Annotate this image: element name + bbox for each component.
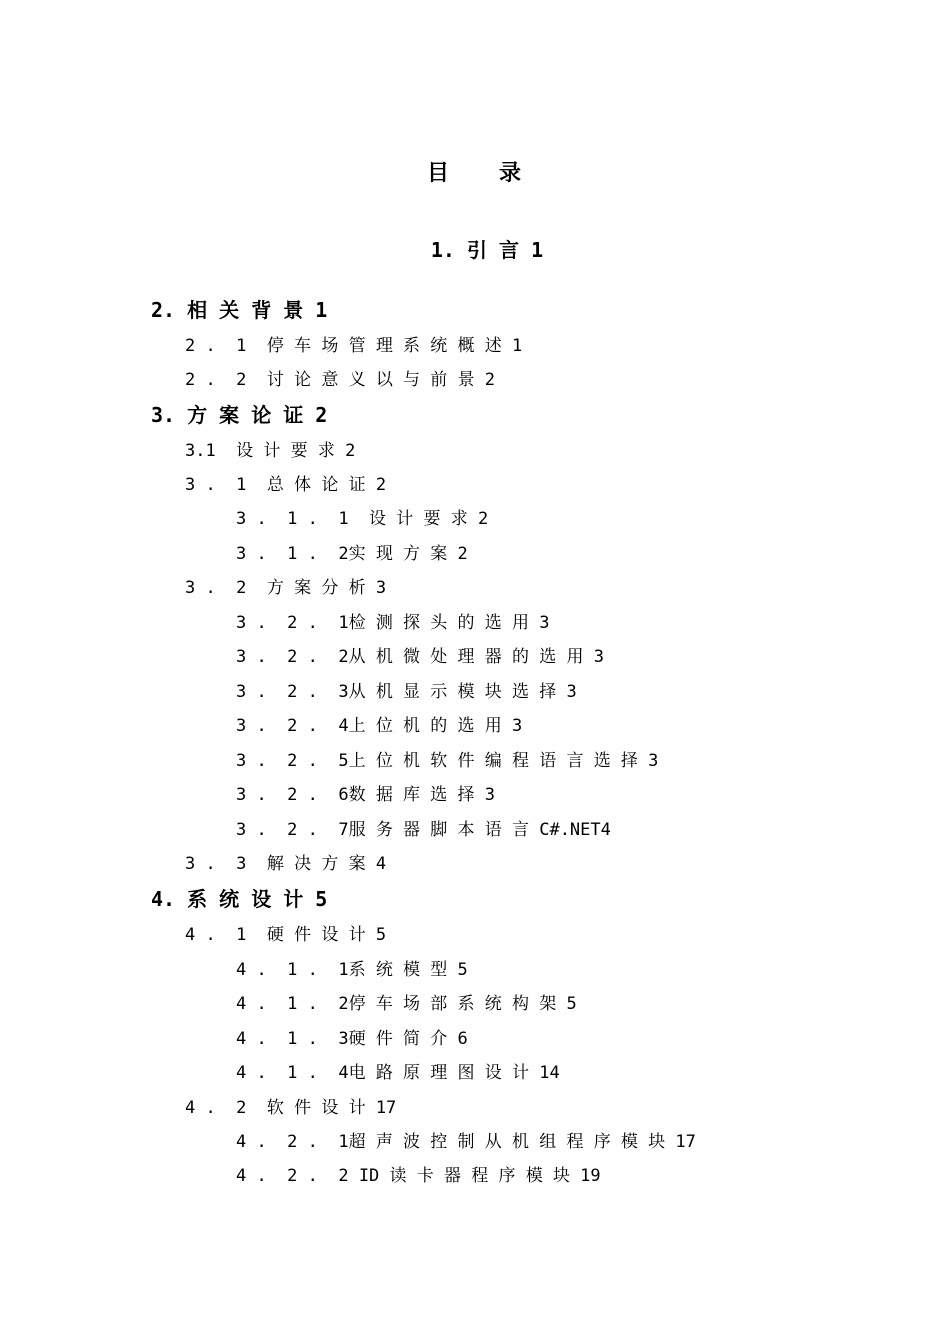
toc-entry-level-3[interactable]: 3 . 2 . 6数 据 库 选 择 3 [236,785,495,805]
toc-entry-level-3[interactable]: 4 . 1 . 4电 路 原 理 图 设 计 14 [236,1063,560,1083]
toc-entry-level-2[interactable]: 3.1 设 计 要 求 2 [185,441,356,461]
toc-entry-level-3[interactable]: 4 . 1 . 2停 车 场 部 系 统 构 架 5 [236,994,577,1014]
toc-entry-level-1[interactable]: 2. 相 关 背 景 1 [151,298,328,322]
toc-entry-level-3[interactable]: 3 . 2 . 4上 位 机 的 选 用 3 [236,716,523,736]
toc-entry-level-3[interactable]: 4 . 1 . 3硬 件 简 介 6 [236,1029,468,1049]
toc-entry-level-3[interactable]: 3 . 1 . 1 设 计 要 求 2 [236,509,489,529]
toc-entry-level-2[interactable]: 2 . 1 停 车 场 管 理 系 统 概 述 1 [185,336,523,356]
toc-entry-level-1[interactable]: 3. 方 案 论 证 2 [151,403,328,427]
toc-entry-level-2[interactable]: 3 . 3 解 决 方 案 4 [185,854,387,874]
toc-entry-level-3[interactable]: 4 . 1 . 1系 统 模 型 5 [236,960,468,980]
toc-title: 目 录 [426,161,523,186]
toc-entry-level-2[interactable]: 4 . 1 硬 件 设 计 5 [185,925,387,945]
toc-entry-level-2[interactable]: 3 . 1 总 体 论 证 2 [185,475,387,495]
toc-entry-level-3[interactable]: 4 . 2 . 2 ID 读 卡 器 程 序 模 块 19 [236,1166,601,1186]
toc-entry-level-2[interactable]: 4 . 2 软 件 设 计 17 [185,1098,397,1118]
toc-entry-level-3[interactable]: 3 . 1 . 2实 现 方 案 2 [236,544,468,564]
toc-entry-level-3[interactable]: 3 . 2 . 2从 机 微 处 理 器 的 选 用 3 [236,647,604,667]
toc-entry-level-3[interactable]: 3 . 2 . 3从 机 显 示 模 块 选 择 3 [236,682,577,702]
toc-entry-level-2[interactable]: 3 . 2 方 案 分 析 3 [185,578,387,598]
toc-entry-level-2[interactable]: 2 . 2 讨 论 意 义 以 与 前 景 2 [185,370,495,390]
toc-entry-level-3[interactable]: 3 . 2 . 7服 务 器 脚 本 语 言 C#.NET4 [236,820,611,840]
toc-entry-level-center[interactable]: 1. 引 言 1 [430,238,544,262]
toc-entry-level-3[interactable]: 3 . 2 . 1检 测 探 头 的 选 用 3 [236,613,550,633]
toc-entry-level-3[interactable]: 4 . 2 . 1超 声 波 控 制 从 机 组 程 序 模 块 17 [236,1132,696,1152]
toc-entry-level-3[interactable]: 3 . 2 . 5上 位 机 软 件 编 程 语 言 选 择 3 [236,751,659,771]
toc-entry-level-1[interactable]: 4. 系 统 设 计 5 [151,887,328,911]
